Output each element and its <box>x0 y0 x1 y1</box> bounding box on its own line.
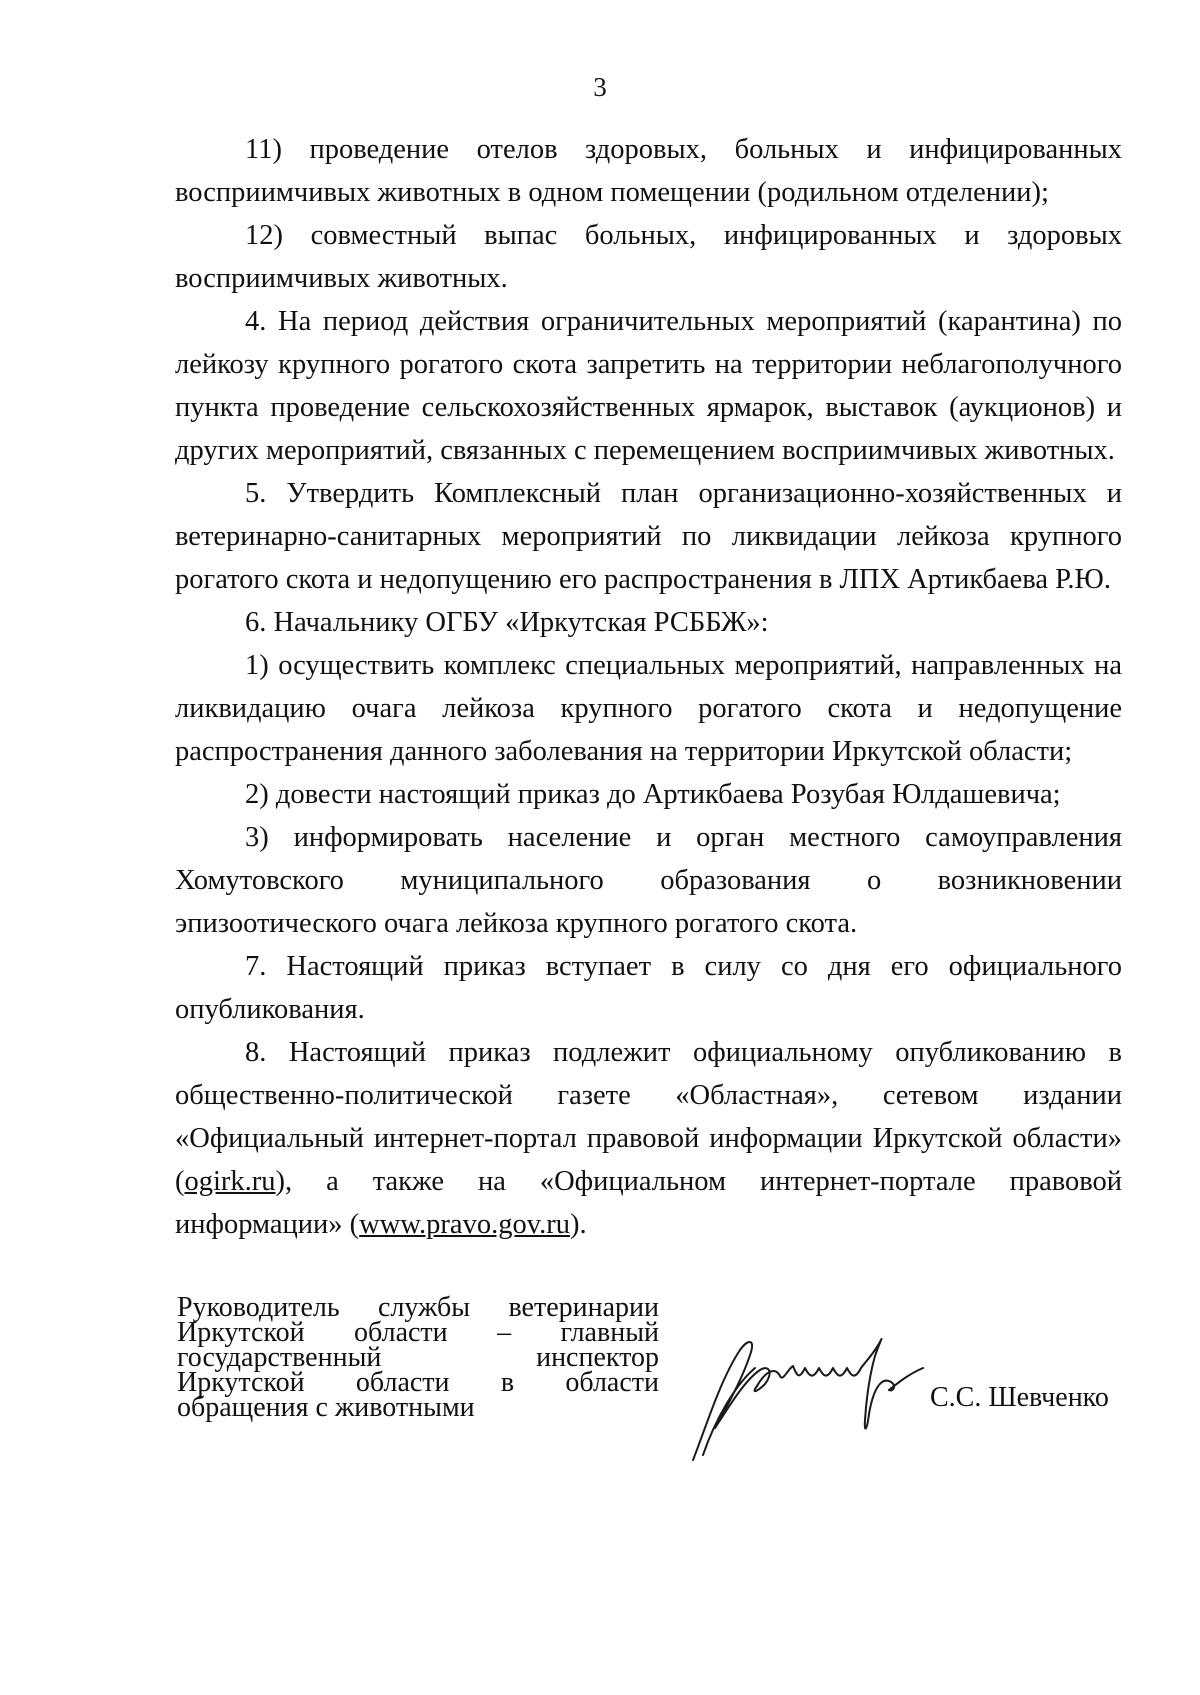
pravo-gov-link[interactable]: www.pravo.gov.ru <box>359 1209 570 1240</box>
paragraph-6-item-3: 3) информировать население и орган местного самоуправления Хомутовского муниципального образования о возникновении эпизоотического очага лейкоза крупного рогатого скота. <box>175 822 1122 939</box>
paragraph-8-text-start: 8. Настоящий приказ подлежит официальному опубликованию в общественно-политической газете «Областная», сетевом издании «Официальный интернет-портал правовой информации Иркутской области» ( <box>175 1037 1122 1197</box>
signatory-title-line: Иркутской области в области <box>177 1367 659 1398</box>
paragraph-8-text-end: ). <box>569 1209 587 1240</box>
paragraph-8 <box>175 1031 1122 1246</box>
ogirk-link[interactable]: ogirk.ru <box>184 1166 276 1197</box>
paragraph-6: 6. Начальнику ОГБУ «Иркутская РСББЖ»: <box>245 607 769 638</box>
paragraph-item-11: 11) проведение отелов здоровых, больных и инфицированных восприимчивых животных в одном помещении (родильном отделении); <box>175 134 1122 208</box>
document-body <box>175 128 1122 1246</box>
paragraph-item-12: 12) совместный выпас больных, инфицированных и здоровых восприимчивых животных. <box>175 220 1122 294</box>
signatory-title-line: Иркутской области – главный <box>177 1317 659 1348</box>
paragraph-7: 7. Настоящий приказ вступает в силу со дня его официального опубликования. <box>175 951 1122 1025</box>
handwritten-signature <box>685 1310 945 1470</box>
paragraph-8-text-middle: ), а также на «Официальном интернет-портале правовой информации» ( <box>175 1166 1122 1240</box>
paragraph-6-item-1: 1) осуществить комплекс специальных мероприятий, направленных на ликвидацию очага лейкоза крупного рогатого скота и недопущение распространения данного заболевания на территории Иркутской области; <box>175 650 1122 767</box>
signatory-title-line: обращения с животными <box>177 1392 475 1423</box>
signatory-title-line: государственный инспектор <box>177 1342 659 1373</box>
signatory-title <box>177 1292 659 1423</box>
signatory-title-line: Руководитель службы ветеринарии <box>177 1292 659 1323</box>
paragraph-4: 4. На период действия ограничительных мероприятий (карантина) по лейкозу крупного рогатого скота запретить на территории неблагополучного пункта проведение сельскохозяйственных ярмарок, выставок (аукционов) и других мероприятий, связанных с перемещением восприимчивых животных. <box>175 306 1122 466</box>
paragraph-5: 5. Утвердить Комплексный план организационно-хозяйственных и ветеринарно-санитарных мероприятий по ликвидации лейкоза крупного рогатого скота и недопущению его распространения в ЛПХ Артикбаева Р.Ю. <box>175 478 1122 595</box>
paragraph-6-item-2: 2) довести настоящий приказ до Артикбаева Розубая Юлдашевича; <box>245 779 1061 810</box>
signer-name: С.С. Шевченко <box>930 1382 1109 1413</box>
page-number: 3 <box>593 72 607 102</box>
